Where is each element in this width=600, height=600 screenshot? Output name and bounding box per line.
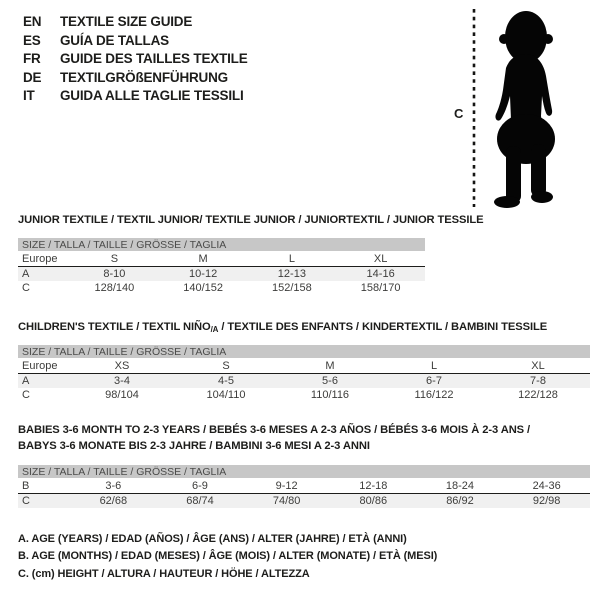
table-row (18, 358, 590, 374)
language-code: DE (23, 69, 42, 85)
table-cell: 6-7 (382, 374, 486, 389)
language-title: GUIDA ALLE TAGLIE TESSILI (60, 88, 244, 104)
table-cell: 62/68 (70, 494, 157, 509)
table-cell: 12-18 (330, 478, 417, 494)
row-label: C (22, 389, 30, 401)
table-cell: 152/158 (271, 282, 312, 294)
toddler-silhouette-icon (448, 6, 583, 211)
size-header-bar (18, 238, 425, 251)
size-header-label: SIZE / TALLA / TAILLE / GRÖSSE / TAGLIA (18, 465, 590, 478)
table-cell: 140/152 (183, 282, 223, 294)
table-cell: 8-10 (70, 267, 159, 282)
table-cell: 18-24 (417, 478, 504, 494)
table-cell: 98/104 (105, 389, 139, 401)
table-cell: 12-13 (248, 267, 337, 282)
table-cell: 3-6 (70, 478, 157, 494)
babies-title-line2: BABYS 3-6 MONATE BIS 2-3 JAHRE / BAMBINI 3-6 MESI A 2-3 ANNI (18, 439, 370, 452)
table-cell: 9-12 (243, 478, 330, 494)
junior-size-table (18, 238, 425, 295)
table-cell: 158/170 (360, 282, 401, 294)
size-header-bar (18, 345, 590, 358)
footnote-c: C. (cm) HEIGHT / ALTURA / HAUTEUR / HÖHE / ALTEZZA (18, 567, 310, 580)
table-cell: 128/140 (94, 282, 135, 294)
babies-title-line1: BABIES 3-6 MONTH TO 2-3 YEARS / BEBÉS 3-6 MESES A 2-3 AÑOS / BÉBÉS 3-6 MOIS À 2-3 ANS / (18, 424, 531, 436)
language-code: FR (23, 51, 41, 67)
height-label: C (454, 106, 464, 121)
row-label: A (18, 374, 70, 389)
language-title: TEXTILGRÖßENFÜHRUNG (60, 69, 228, 85)
table-cell: M (278, 358, 382, 374)
table-cell: 110/116 (310, 389, 350, 401)
height-figure (448, 6, 583, 211)
size-header-label: SIZE / TALLA / TAILLE / GRÖSSE / TAGLIA (18, 345, 590, 358)
table-cell: 6-9 (157, 478, 244, 494)
table-cell: 5-6 (278, 374, 382, 389)
table-cell: 10-12 (159, 267, 248, 282)
table-cell: 3-4 (70, 374, 174, 389)
table-row (18, 281, 425, 295)
footnote-a: A. AGE (YEARS) / EDAD (AÑOS) / ÂGE (ANS) / ALTER (JAHRE) / ETÀ (ANNI) (18, 533, 407, 545)
table-cell: XL (486, 358, 590, 374)
table-row (18, 251, 425, 267)
language-title: GUÍA DE TALLAS (60, 32, 169, 48)
row-label: B (18, 478, 70, 494)
table-row (18, 494, 590, 509)
table-row (18, 388, 590, 402)
table-cell: 68/74 (157, 494, 244, 509)
table-cell: XL (336, 251, 425, 267)
language-code: ES (23, 32, 41, 48)
row-label: Europe (18, 251, 70, 267)
children-size-table (18, 345, 590, 402)
language-row (23, 69, 248, 88)
table-row (18, 478, 590, 494)
size-header-bar (18, 465, 590, 478)
table-cell: 4-5 (174, 374, 278, 389)
table-cell: L (248, 251, 337, 267)
language-row (23, 13, 248, 32)
junior-section-title: JUNIOR TEXTILE / TEXTIL JUNIOR/ TEXTILE JUNIOR / JUNIORTEXTIL / JUNIOR TESSILE (18, 214, 484, 226)
language-row (23, 50, 248, 69)
title-text: / TEXTILE DES ENFANTS / KINDERTEXTIL / BAMBINI TESSILE (218, 321, 548, 333)
babies-size-table (18, 465, 590, 508)
table-cell: 92/98 (503, 494, 590, 509)
table-cell: S (174, 358, 278, 374)
table-cell: 74/80 (243, 494, 330, 509)
babies-section-title (18, 423, 578, 454)
table-cell: 86/92 (417, 494, 504, 509)
title-text: CHILDREN'S TEXTILE / TEXTIL NIÑO (18, 321, 211, 333)
table-row (18, 374, 590, 389)
table-cell: 7-8 (486, 374, 590, 389)
language-code: EN (23, 14, 42, 29)
table-cell: 116/122 (414, 389, 454, 401)
footnotes (18, 531, 437, 583)
row-label: A (18, 267, 70, 282)
children-section-title (18, 321, 547, 334)
row-label: C (22, 282, 30, 294)
table-cell: 80/86 (330, 494, 417, 509)
footnote-b: B. AGE (MONTHS) / EDAD (MESES) / ÂGE (MOIS) / ALTER (MONATE) / ETÀ (MESI) (18, 550, 438, 563)
language-row (23, 87, 248, 106)
language-title: TEXTILE SIZE GUIDE (60, 14, 193, 29)
table-cell: M (159, 251, 248, 267)
size-header-label: SIZE / TALLA / TAILLE / GRÖSSE / TAGLIA (18, 238, 425, 251)
row-label: C (18, 494, 70, 509)
language-code: IT (23, 88, 35, 104)
table-cell: 14-16 (336, 267, 425, 282)
language-title: GUIDE DES TAILLES TEXTILE (60, 51, 248, 67)
table-cell: 104/110 (206, 389, 246, 401)
language-row (23, 32, 248, 51)
language-title-list (23, 13, 248, 106)
row-label: Europe (18, 358, 70, 374)
table-cell: L (382, 358, 486, 374)
title-subscript: /A (210, 325, 219, 334)
table-row (18, 267, 425, 282)
table-cell: 24-36 (503, 478, 590, 494)
table-cell: S (70, 251, 159, 267)
table-cell: XS (70, 358, 174, 374)
table-cell: 122/128 (518, 389, 558, 401)
